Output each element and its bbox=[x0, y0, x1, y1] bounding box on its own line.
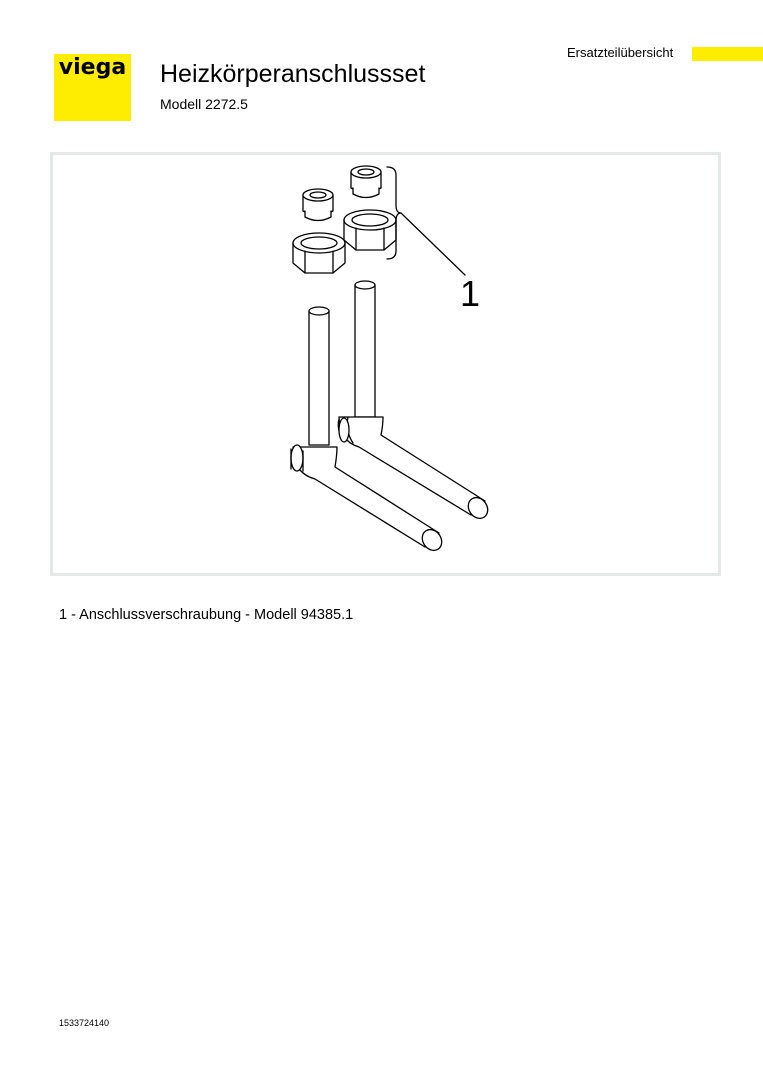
document-type-marker bbox=[692, 47, 763, 61]
union-nut-left bbox=[293, 233, 345, 273]
exploded-view-drawing bbox=[53, 155, 718, 573]
page-title: Heizkörperanschlussset bbox=[160, 60, 426, 88]
viega-logo bbox=[54, 54, 131, 121]
union-nut-right bbox=[344, 210, 396, 250]
document-type-label: Ersatzteilübersicht bbox=[567, 45, 674, 60]
parts-list-item: 1 - Anschlussverschraubung - Modell 94385.1 bbox=[59, 607, 354, 623]
compression-sleeve-right bbox=[351, 166, 381, 198]
compression-sleeve-left bbox=[303, 189, 333, 221]
logo-yellow-lower bbox=[54, 88, 131, 121]
exploded-view-frame bbox=[50, 152, 721, 576]
document-number: 1533724140 bbox=[59, 1018, 110, 1028]
logo-wordmark: viega bbox=[58, 55, 127, 80]
callout-leader bbox=[401, 213, 465, 275]
callout-number: 1 bbox=[460, 273, 481, 314]
model-subtitle: Modell 2272.5 bbox=[160, 96, 248, 112]
